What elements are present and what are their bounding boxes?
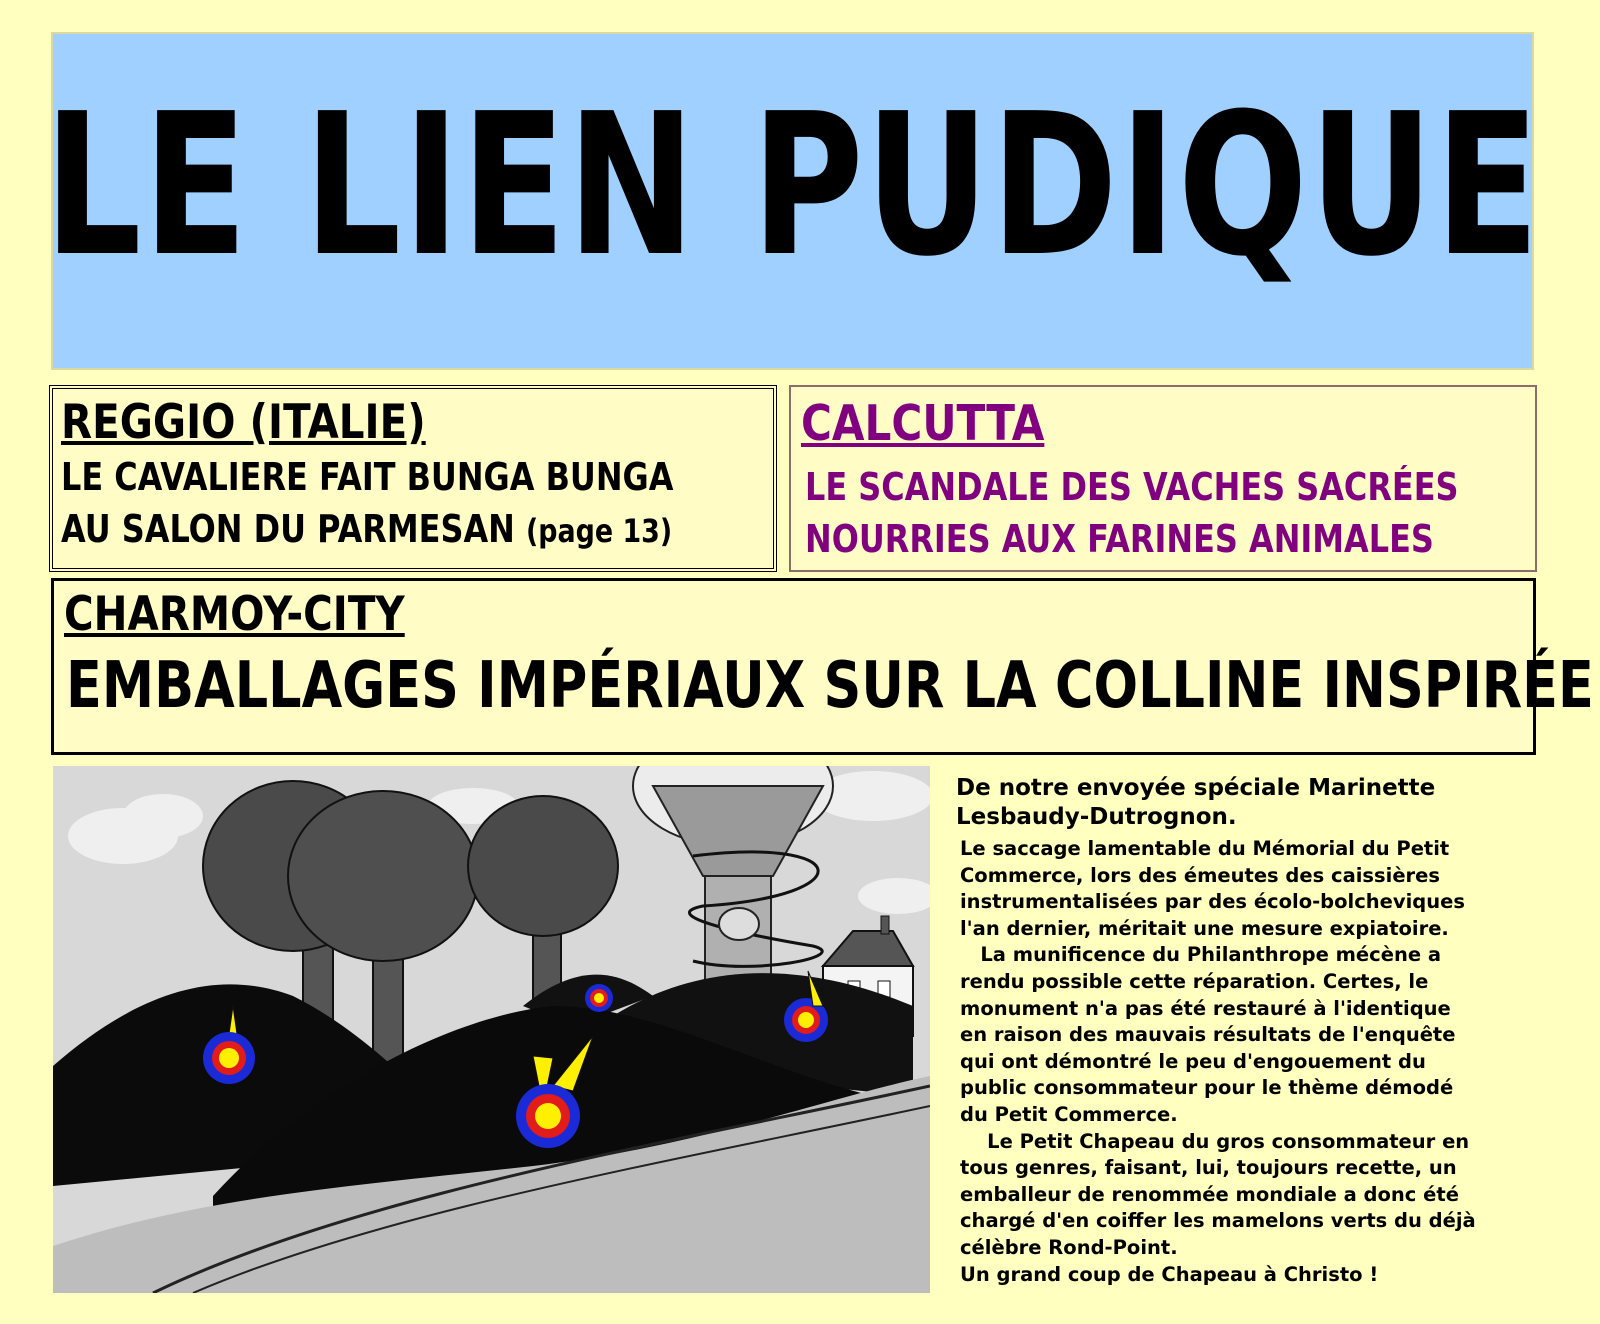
calcutta-kicker: CALCUTTA — [801, 395, 1045, 452]
calcutta-news-box — [789, 385, 1537, 572]
article-body — [956, 836, 1546, 1288]
reggio-headline-line1: LE CAVALIERE FAIT BUNGA BUNGA — [61, 455, 674, 499]
article-line: qui ont démontré le peu d'engouement du — [960, 1049, 1426, 1073]
calcutta-headline-line1: LE SCANDALE DES VACHES SACRÉES — [805, 465, 1459, 509]
article-line: célèbre Rond-Point. — [960, 1235, 1178, 1259]
article-line: Le Petit Chapeau du gros consommateur en — [960, 1129, 1470, 1153]
article-line: Commerce, lors des émeutes des caissières — [960, 863, 1440, 887]
charmoy-news-box — [51, 578, 1594, 755]
article-line: public consommateur pour le thème démodé — [960, 1076, 1454, 1100]
byline-line1: De notre envoyée spéciale Marinette — [956, 775, 1436, 801]
reggio-kicker: REGGIO (ITALIE) — [61, 395, 426, 450]
article-line: tous genres, faisant, lui, toujours recette, un — [960, 1156, 1457, 1180]
calcutta-headline-line2: NOURRIES AUX FARINES ANIMALES — [805, 517, 1434, 561]
article-line: La munificence du Philanthrope mécène a — [960, 943, 1441, 967]
reggio-news-box — [49, 385, 777, 572]
article-line: Un grand coup de Chapeau à Christo ! — [960, 1262, 1379, 1286]
reggio-page-ref: (page 13) — [525, 512, 673, 550]
cartoon-illustration — [53, 766, 930, 1293]
reggio-headline-line2-text: AU SALON DU PARMESAN — [61, 507, 515, 551]
byline-line2: Lesbaudy-Dutrognon. — [956, 804, 1237, 830]
reggio-headline-line2 — [61, 507, 672, 551]
article-line: du Petit Commerce. — [960, 1102, 1178, 1126]
article — [956, 774, 1546, 1288]
cartoon-scene — [53, 766, 930, 1293]
article-byline — [956, 774, 1546, 832]
masthead — [44, 32, 1541, 370]
article-line: emballeur de renommée mondiale a donc été — [960, 1182, 1459, 1206]
charmoy-kicker: CHARMOY-CITY — [64, 587, 405, 642]
article-line: en raison des mauvais résultats de l'enquête — [960, 1023, 1456, 1047]
article-line: chargé d'en coiffer les mamelons verts du déjà — [960, 1209, 1476, 1233]
article-line: rendu possible cette réparation. Certes, le — [960, 969, 1429, 993]
charmoy-headline: EMBALLAGES IMPÉRIAUX SUR LA COLLINE INSPIRÉE — [66, 649, 1594, 723]
newspaper-title: LE LIEN PUDIQUE — [44, 72, 1541, 300]
article-line: l'an dernier, méritait une mesure expiatoire. — [960, 916, 1449, 940]
article-line: Le saccage lamentable du Mémorial du Petit — [960, 837, 1450, 860]
article-line: instrumentalisées par des écolo-bolcheviques — [960, 890, 1465, 914]
article-line: monument n'a pas été restauré à l'identique — [960, 996, 1451, 1020]
